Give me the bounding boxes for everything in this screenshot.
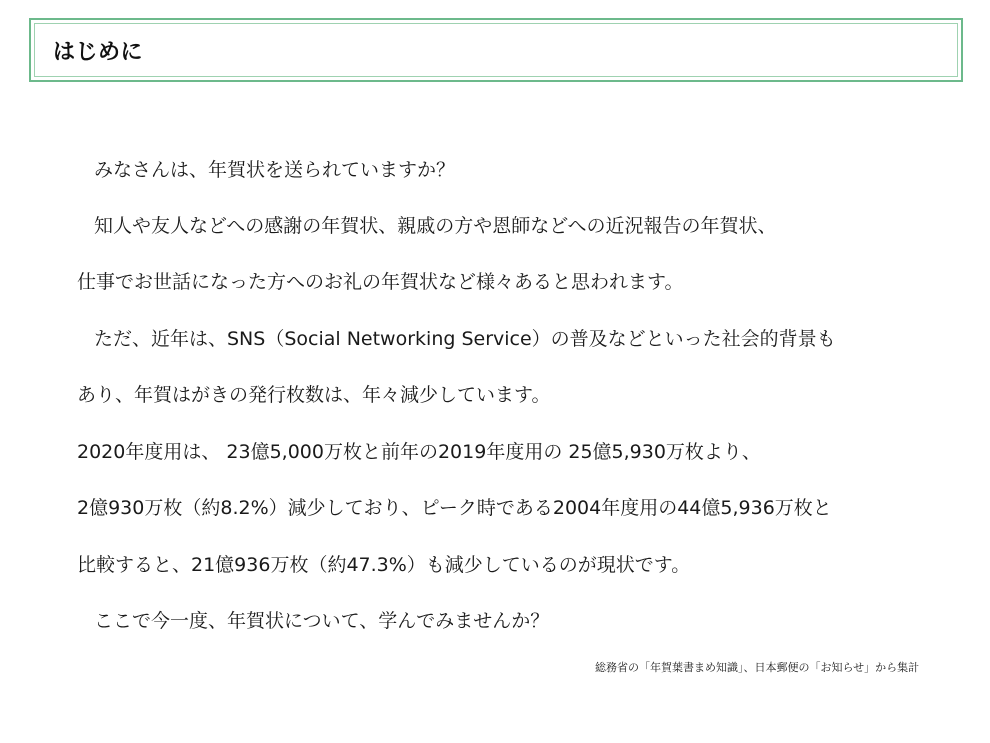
page-title: はじめに <box>53 40 144 65</box>
body-line-7: 2億930万枚（約8.2%）減少しており、ピーク時である2004年度用の44億5,936万枚と <box>77 497 832 519</box>
body-line-2: 知人や友人などへの感謝の年賀状、親戚の方や恩師などへの近況報告の年賀状、 <box>94 215 777 237</box>
source-note: 総務省の「年賀葉書まめ知識」、日本郵便の「お知らせ」から集計 <box>595 661 920 674</box>
body-line-5: あり、年賀はがきの発行枚数は、年々減少しています。 <box>77 384 551 406</box>
body-line-1: みなさんは、年賀状を送られていますか？ <box>94 159 456 181</box>
body-line-6: 2020年度用は、 23億5,000万枚と前年の2019年度用の 25億5,930万枚より、 <box>77 441 761 463</box>
body-line-4: ただ、近年は、SNS（Social Networking Service）の普及などといった社会的背景も <box>94 328 836 350</box>
body-line-3: 仕事でお世話になった方へのお礼の年賀状など様々あると思われます。 <box>77 271 684 293</box>
body-line-8: 比較すると、21億936万枚（約47.3%）も減少しているのが現状です。 <box>77 554 691 576</box>
body-line-9: ここで今一度、年賀状について、学んでみませんか？ <box>94 610 550 632</box>
title-frame-inner-border <box>34 23 958 77</box>
title-frame <box>29 18 963 82</box>
